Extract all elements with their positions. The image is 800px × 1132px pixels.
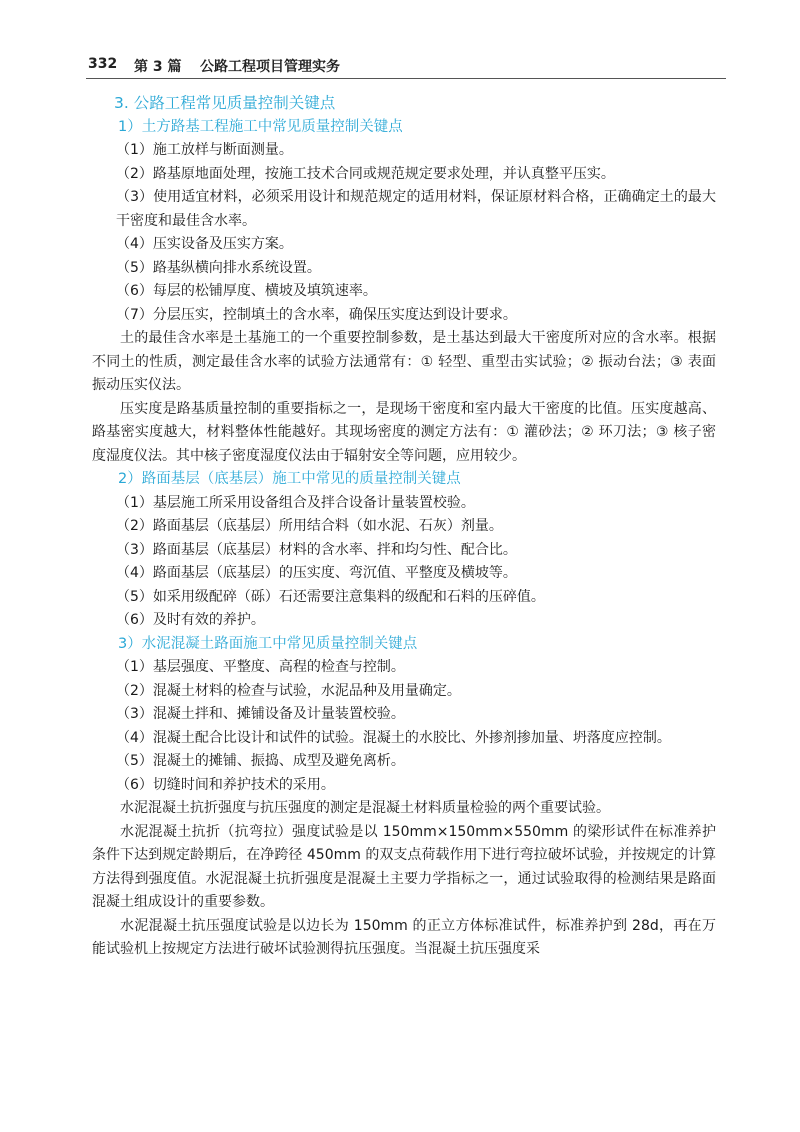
list-item: （6）每层的松铺厚度、横坡及填筑速率。 xyxy=(116,283,377,299)
part-label: 第 3 篇 xyxy=(134,59,182,75)
body-paragraph: 水泥混凝土抗折强度与抗压强度的测定是混凝土材料质量检验的两个重要试验。 xyxy=(120,800,610,816)
subsection-title-1: 1）土方路基工程施工中常见质量控制关键点 xyxy=(118,118,403,135)
list-item: （2）混凝土材料的检查与试验，水泥品种及用量确定。 xyxy=(116,682,461,699)
list-item: （4）压实设备及压实方案。 xyxy=(116,236,293,252)
body-paragraph: 土的最佳含水率是土基施工的一个重要控制参数，是土基达到最大干密度所对应的含水率。根据不同土的性质，测定最佳含水率的试验方法通常有：① 轻型、重型击实试验；② 振动台法；③ 表面振动压实仪法。 xyxy=(92,330,716,393)
list-item: （3）混凝土拌和、摊铺设备及计量装置校验。 xyxy=(116,706,405,722)
list-item: （4）路面基层（底基层）的压实度、弯沉值、平整度及横坡等。 xyxy=(116,565,517,581)
list-item: （4）混凝土配合比设计和试件的试验。混凝土的水胶比、外掺剂掺加量、坍落度应控制。 xyxy=(116,729,671,746)
body-paragraph: 水泥混凝土抗折（抗弯拉）强度试验是以 150mm×150mm×550mm 的梁形试件在标准养护条件下达到规定龄期后，在净跨径 450mm 的双支点荷载作用下进行弯拉破坏试验，并按规定的计算方法得到强度值。水泥混凝土抗折强度是混凝土主要力学指标之一，通过试验取得的检测结果是路面混凝土组成设计的重要参数。 xyxy=(92,823,716,910)
list-item: （2）路面基层（底基层）所用结合料（如水泥、石灰）剂量。 xyxy=(116,518,503,534)
section-title: 3. 公路工程常见质量控制关键点 xyxy=(114,94,336,112)
list-item: （5）如采用级配碎（砾）石还需要注意集料的级配和石料的压碎值。 xyxy=(116,588,545,605)
body-paragraph: 压实度是路基质量控制的重要指标之一，是现场干密度和室内最大干密度的比值。压实度越高、路基密实度越大，材料整体性能越好。其现场密度的测定方法有：① 灌砂法；② 环刀法；③ 核子密度湿度仪法。其中核子密度湿度仪法由于辐射安全等问题，应用较少。 xyxy=(92,400,716,464)
list-item: （2）路基原地面处理，按施工技术合同或规范规定要求处理，并认真整平压实。 xyxy=(116,165,615,182)
list-item: （1）基层施工所采用设备组合及拌合设备计量装置校验。 xyxy=(116,494,475,511)
page-body xyxy=(92,92,716,962)
list-item: （5）路基纵横向排水系统设置。 xyxy=(116,259,321,276)
subsection-title-2: 2）路面基层（底基层）施工中常见的质量控制关键点 xyxy=(118,471,461,487)
list-item: （3）使用适宜材料，必须采用设计和规范规定的适用材料，保证原材料合格，正确确定土的最大干密度和最佳含水率。 xyxy=(116,189,716,229)
body-paragraph: 水泥混凝土抗压强度试验是以边长为 150mm 的正立方体标准试件，标准养护到 28d，再在万能试验机上按规定方法进行破坏试验测得抗压强度。当混凝土抗压强度采 xyxy=(92,917,716,957)
list-item: （5）混凝土的摊铺、振捣、成型及避免离析。 xyxy=(116,753,405,769)
book-title: 公路工程项目管理实务 xyxy=(200,59,340,75)
list-item: （6）及时有效的养护。 xyxy=(116,612,265,628)
running-header xyxy=(86,52,726,79)
list-item: （7）分层压实，控制填土的含水率，确保压实度达到设计要求。 xyxy=(116,306,517,323)
subsection-title-3: 3）水泥混凝土路面施工中常见质量控制关键点 xyxy=(118,635,418,652)
list-item: （3）路面基层（底基层）材料的含水率、拌和均匀性、配合比。 xyxy=(116,541,517,558)
list-item: （6）切缝时间和养护技术的采用。 xyxy=(116,776,335,793)
list-item: （1）基层强度、平整度、高程的检查与控制。 xyxy=(116,659,405,675)
page-number: 332 xyxy=(88,56,118,72)
list-item: （1）施工放样与断面测量。 xyxy=(116,142,293,158)
